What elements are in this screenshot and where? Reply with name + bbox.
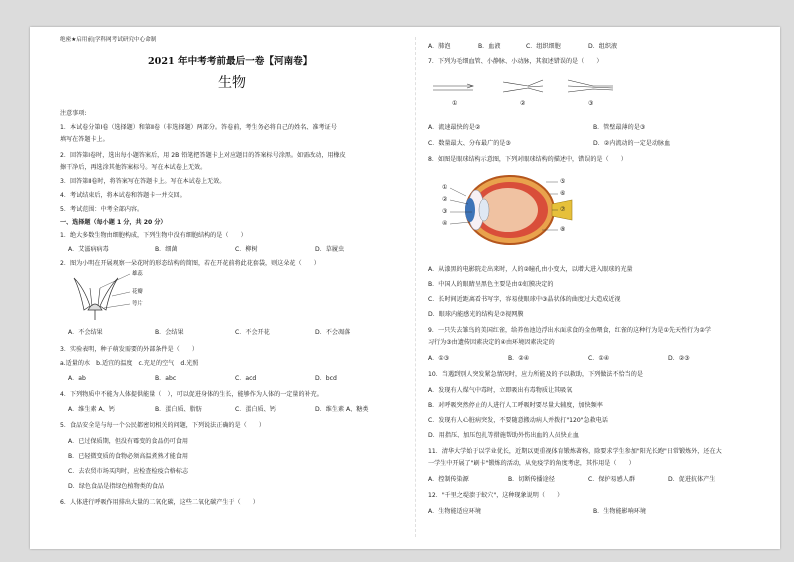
option: B．细菌 [155, 246, 178, 253]
diagram-number: ⑧ [560, 226, 566, 233]
option: A．艾滋病病毒 [68, 246, 109, 253]
option: D．维生素 A、糖类 [315, 406, 369, 413]
option: D．草履虫 [315, 246, 345, 253]
option: A．不会结果 [68, 329, 103, 336]
option: C．柳树 [235, 246, 258, 253]
option: A．肺泡 [428, 43, 451, 50]
option: B．abc [155, 375, 177, 382]
question-6-stem: 6．人体进行呼吸作用排出大量的二氧化碳，这些二氧化碳产生于（ ） [60, 499, 259, 506]
option: B．对呼吸突然停止的人进行人工呼吸时要尽量大辅度，加快频率 [428, 402, 603, 409]
diagram-number: ③ [588, 100, 594, 107]
option: C．发现有人心脏病突发，不要随意搬动病人并拨打"120"急救电话 [428, 417, 608, 424]
subject-title: 生物 [218, 75, 246, 91]
option: C．acd [235, 375, 257, 382]
question-1-stem: 1．绝大多数生物由细胞构成，下列生物中没有细胞结构的是（ ） [60, 232, 247, 239]
exam-title: 2021 年中考考前最后一卷【河南卷】 [148, 56, 313, 67]
option: C．组织细胞 [526, 43, 561, 50]
exam-page [30, 27, 780, 549]
option: C．不会开花 [235, 329, 270, 336]
option: D．②内流动的一定是动脉血 [593, 140, 671, 147]
notice-item: 擦干净后，再选涂其他答案标号。写在本试卷上无效。 [60, 164, 207, 171]
notice-item: 填写在答题卡上。 [60, 136, 109, 143]
secret-mark: 绝密★启用前|学科网考试研究中心命制 [60, 37, 157, 43]
option: B．切断传播途径 [508, 476, 555, 483]
option: D．用指压、加压包扎等措施帮助外伤出血的人员快止血 [428, 432, 579, 439]
question-11-stem-cont: 一学生中开展了"刷卡"锻炼的活动，从免疫学的角度考虑，其作用是（ ） [428, 460, 635, 467]
option: B．已轻微变质的食物必须高温煮熟才能食用 [68, 453, 188, 460]
option: D．不会凋落 [315, 329, 351, 336]
question-3-stem: 3．实验表明，种子萌发需要的外部条件是（ ） [60, 346, 198, 353]
option: B．管壁最薄的是③ [593, 124, 646, 131]
option: D．组织液 [588, 43, 618, 50]
option: B．中国人的眼睛呈黑色主要是由①虹膜决定的 [428, 281, 554, 288]
notice-item: 4．考试结束后，将本试卷和答题卡一并交回。 [60, 192, 186, 199]
option: A．从漆黑的电影院走出来时，人的②瞳孔由小变大，以增大进入眼球的光量 [428, 266, 633, 273]
option: D．促进抗体产生 [668, 476, 716, 483]
option: B．蛋白质、脂肪 [155, 406, 202, 413]
option: D．bcd [315, 375, 337, 382]
option: C．蛋白质、钙 [235, 406, 276, 413]
notice-item: 1．本试卷分第Ⅰ卷（选择题）和第Ⅱ卷（非选择题）两部分。答卷前，考生务必将自己的姓名、准考证号 [60, 124, 337, 131]
diagram-number: ⑤ [560, 178, 566, 185]
diagram-number: ⑥ [560, 190, 566, 197]
notice-item: 3．回答第Ⅱ卷时，将答案写在答题卡上。写在本试卷上无效。 [60, 178, 226, 185]
question-9-stem-cont: 习行为③由遗传因素决定的④由环境因素决定的 [428, 339, 555, 346]
option: A．已过保质期，但没有霉变的食品仍可食用 [68, 438, 188, 445]
question-8-stem: 8．如图是眼球结构示意图，下列对眼球结构的描述中，错误的是（ ） [428, 156, 627, 163]
eyeball-diagram [446, 170, 566, 250]
diagram-number: ⑦ [560, 206, 566, 213]
question-9-stem: 9．一只失去雏鸟的美国红雀，给养鱼池边浮出水面求食的金鱼喂食，红雀的这种行为是①先天性行为②学 [428, 327, 711, 334]
option: D．绿色食品是指绿色植物类的食品 [68, 483, 165, 490]
diagram-number: ① [442, 184, 448, 191]
diagram-number: ④ [442, 220, 448, 227]
option: B．血液 [478, 43, 501, 50]
question-7-stem: 7．下列为毛细血管、小静脉、小动脉，其叙述错误的是（ ） [428, 58, 603, 65]
option: A．生物能适应环境 [428, 508, 481, 515]
flower-diagram [70, 270, 140, 318]
column-divider [415, 37, 416, 537]
option: A．维生素 A、钙 [68, 406, 115, 413]
diagram-label: 萼片 [132, 301, 143, 307]
option: C．保护易感人群 [588, 476, 635, 483]
question-10-stem: 10．当遇到别人突发紧急情况时，应力所能及的予以救助，下列做法不恰当的是 [428, 371, 643, 378]
option: C．数量最大、分布最广的是③ [428, 140, 511, 147]
diagram-number: ② [520, 100, 526, 107]
option: D．眼球内能感光的结构是⑦视网膜 [428, 311, 524, 318]
question-4-stem: 4．下列物质中不能为人体提供能量（ ），可以促进身体的生长，能够作为人体的一定量的补充。 [60, 391, 323, 398]
question-12-stem: 12．"千里之堤溃于蚁穴"，这种现象说明（ ） [428, 492, 564, 499]
option: B．生物能影响环境 [593, 508, 646, 515]
option: A．ab [68, 375, 86, 382]
option: C．①④ [588, 355, 610, 362]
diagram-label: 雄蕊 [132, 271, 143, 277]
option: A．控制传染源 [428, 476, 469, 483]
question-3-sub: a.适量的水 b.适宜的温度 c.充足的空气 d.光照 [60, 360, 199, 367]
option: A．发现有人煤气中毒时，立即吸出有毒物质让其吸氧 [428, 387, 573, 394]
option: B．②④ [508, 355, 530, 362]
question-2-stem: 2．图为小明在开展观察一朵花时的形态结构的简图，若在开花前将此花套袋，则这朵花（ ） [60, 260, 320, 267]
option: A．流速最快的是② [428, 124, 481, 131]
diagram-label: 花瓣 [132, 289, 143, 295]
blood-vessel-diagram [433, 74, 633, 104]
option: C．去农贸市场买肉时，应检查检疫合格标志 [68, 468, 189, 475]
notice-item: 2．回答第Ⅰ卷时，选出每小题答案后，用 2B 铅笔把答题卡上对应题目的答案标号涂黑。如需改动，用橡皮 [60, 152, 346, 159]
option: B．会结果 [155, 329, 184, 336]
notice-heading: 注意事项: [60, 110, 87, 117]
diagram-number: ② [442, 196, 448, 203]
option: C．长时间近距离看书写字，容易使眼球中③晶状体的曲度过大造成近视 [428, 296, 621, 303]
diagram-number: ③ [442, 208, 448, 215]
option: A．①③ [428, 355, 450, 362]
question-5-stem: 5．食品安全是与每一个公民都密切相关的问题，下列说法正确的是（ ） [60, 422, 265, 429]
section-heading: 一、选择题（每小题 1 分，共 20 分） [60, 219, 167, 226]
notice-item: 5．考试范围：中考全部内容。 [60, 206, 144, 213]
diagram-number: ① [452, 100, 458, 107]
question-11-stem: 11．清华大学始于以学业优长，近期以更重视体育锻炼著称，除要求学生参加"阳光长跑"日常锻炼外，还在大 [428, 448, 722, 455]
option: D．②③ [668, 355, 690, 362]
